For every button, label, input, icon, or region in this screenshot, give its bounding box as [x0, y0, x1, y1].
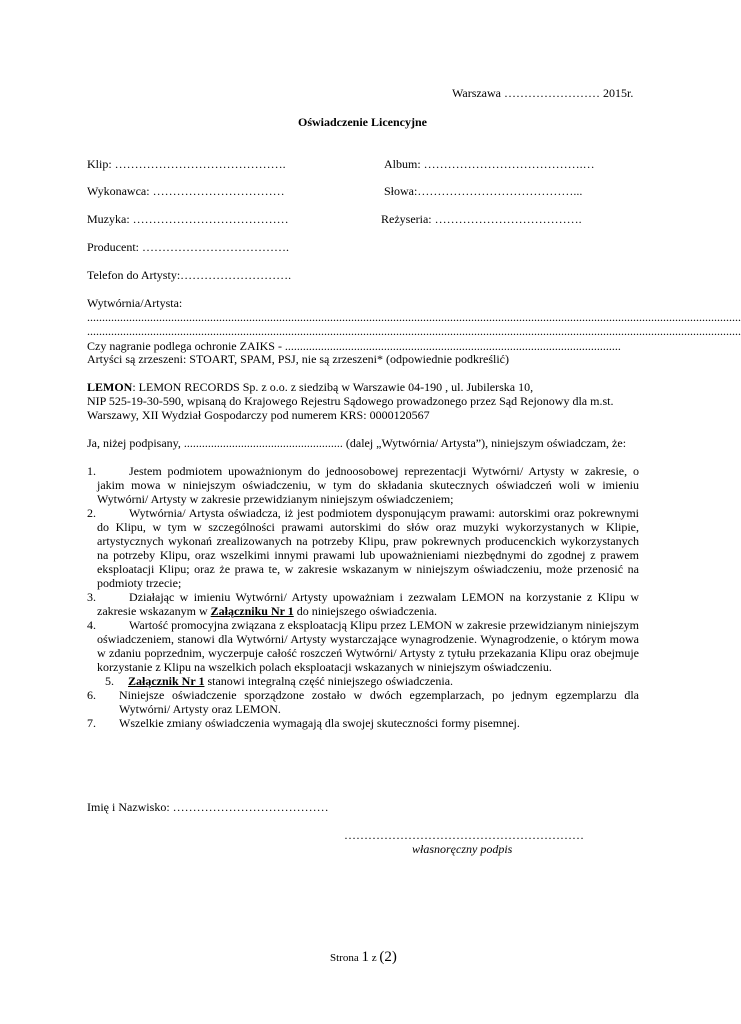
list-item: [87, 590, 639, 618]
item-text: Jestem podmiotem upoważnionym do jednoosobowej reprezentacji Wytwórni/ Artysty w zakresie, o jakim mowa w niniejszym oświadczeniu, w tym do składania skutecznych oświadczeń woli w imieniu Wytwórni/ Artysty w zakresie przewidzianym niniejszym oświadczeniem;: [97, 464, 639, 506]
field-telefon: Telefon do Artysty:……………………….: [87, 268, 292, 282]
item-number: 7.: [87, 716, 96, 730]
item-text: stanowi integralną część niniejszego oświadczenia.: [204, 674, 454, 688]
footer-label: Strona: [330, 952, 362, 964]
lemon-line-2: NIP 525-19-30-590, wpisaną do Krajowego Rejestru Sądowego prowadzonego przez Sąd Rejonowy dla m.st.: [87, 394, 614, 408]
list-item: [87, 618, 639, 674]
list-item: [87, 464, 639, 506]
field-artysci: Artyści są zrzeszeni: STOART, SPAM, PSJ, nie są zrzeszeni* (odpowiednie podkreślić): [87, 352, 509, 366]
list-item: [87, 506, 639, 590]
item-number: 5.: [105, 674, 114, 688]
field-slowa: Słowa:…………………………………...: [384, 184, 583, 198]
attachment-reference: Załączniku Nr 1: [210, 604, 294, 618]
lemon-line-3: Warszawy, XII Wydział Gospodarczy pod numerem KRS: 0000120567: [87, 408, 430, 422]
place-date: Warszawa …………………… 2015r.: [452, 86, 634, 100]
list-item: [87, 716, 639, 730]
item-number: 2.: [87, 506, 96, 520]
list-item: [87, 688, 639, 716]
dots-line-1: ..........................................................................................................................................................................................................................: [87, 310, 741, 324]
page-footer: [330, 950, 397, 965]
field-producent: Producent: ……………………………….: [87, 240, 289, 254]
name-field: Imię i Nazwisko: …………………………………: [87, 800, 329, 814]
lemon-line-1-text: : LEMON RECORDS Sp. z o.o. z siedzibą w Warszawie 04-190 , ul. Jubilerska 10,: [132, 380, 534, 394]
field-klip: Klip: …………………………………….: [87, 157, 286, 171]
item-text: Wszelkie zmiany oświadczenia wymagają dla swojej skuteczności formy pisemnej.: [119, 716, 520, 730]
field-muzyka: Muzyka: …………………………………: [87, 212, 289, 226]
item-text: Wartość promocyjna związana z eksploatacją Klipu przez LEMON w zakresie przewidzianym niniejszym oświadczeniem, stanowi dla Wytwórni/ Artysty wystarczające wynagrodzenie. Wynagrodzenie, o którym mowa w zdaniu poprzednim, wyczerpuje całość roszczeń Wytwórni/ Artysty z tytułu przekazania Klipu oraz obejmuje korzystanie z Klipu na wszelkich polach eksploatacji wskazanych w niniejszym oświadczeniu.: [97, 618, 639, 674]
item-number: 3.: [87, 590, 96, 604]
item-text: Wytwórnia/ Artysta oświadcza, iż jest podmiotem dysponującym prawami: autorskimi oraz pokrewnymi do Klipu, w tym w szczególności prawami autorskimi do słów oraz muzyki wykorzystanych w Klipie, artystycznych wykonań zrealizowanych na potrzeby Klipu, praw pokrewnych producenckich wykorzystanych na potrzeby Klipu, oraz wszelkimi innymi prawami lub upoważnieniami niezbędnymi do zgodnej z prawem eksploatacji Klipu; oraz że prawa te, w zakresie wskazanym w niniejszym oświadczeniu, może przenosić na podmioty trzecie;: [97, 506, 639, 590]
page-number: 1: [361, 949, 369, 965]
signature-line: ……………………………………………………: [344, 828, 584, 842]
statement-list: [87, 464, 639, 730]
signature-caption: własnoręczny podpis: [412, 842, 513, 856]
item-text: Działając w imieniu Wytwórni/ Artysty upoważniam i zezwalam LEMON na korzystanie z Klipu w zakresie wskazanym w: [97, 590, 639, 618]
field-rezyseria: Reżyseria: ……………………………….: [381, 212, 582, 226]
footer-of: z: [368, 952, 380, 964]
attachment-reference: Załącznik Nr 1: [128, 674, 205, 688]
lemon-line-1: [87, 380, 533, 394]
lemon-label: LEMON: [87, 380, 133, 394]
item-number: 1.: [87, 464, 96, 478]
document-title: Oświadczenie Licencyjne: [298, 115, 427, 129]
field-wykonawca: Wykonawca: ……………………………: [87, 184, 285, 198]
item-number: 6.: [87, 688, 96, 702]
dots-line-2: ..........................................................................................................................................................................................................................: [87, 324, 741, 338]
field-album: Album: ………………………………….…: [384, 157, 595, 171]
intro-statement: Ja, niżej podpisany, ..................................................... (dalej „Wytwórnia/ Artysta”), niniejszym oświadczam, że:: [87, 436, 627, 450]
item-number: 4.: [87, 618, 96, 632]
field-wytwornia: Wytwórnia/Artysta:: [87, 296, 183, 310]
list-item: [87, 674, 639, 688]
page-total: (2): [379, 949, 397, 965]
item-text-end: do niniejszego oświadczenia.: [293, 604, 438, 618]
field-zaiks: Czy nagranie podlega ochronie ZAIKS - ................................................................................................................: [87, 339, 621, 353]
item-text: Niniejsze oświadczenie sporządzone zostało w dwóch egzemplarzach, po jednym egzemplarzu dla Wytwórni/ Artysty oraz LEMON.: [119, 688, 639, 716]
